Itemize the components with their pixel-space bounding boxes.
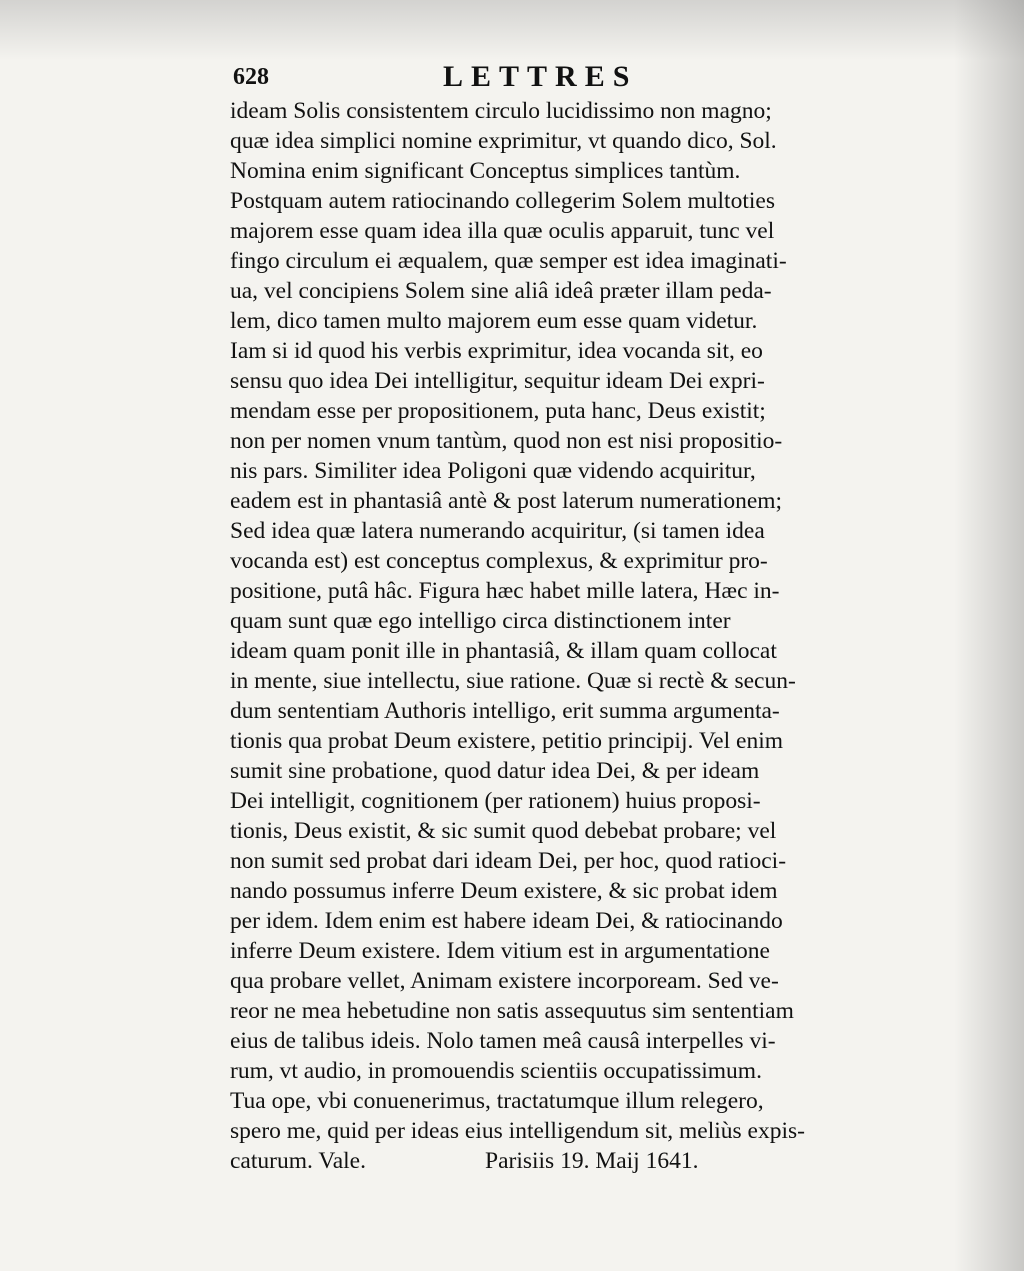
valediction [230, 1146, 366, 1176]
text-line: tionis qua probat Deum existere, petitio principij. Vel enim [230, 728, 784, 754]
text-line: fingo circulum ei æqualem, quæ semper est idea imaginati- [230, 248, 787, 274]
text-line: qua probare vellet, Animam existere incorpoream. Sed ve- [230, 968, 779, 994]
text-line: ideam quam ponit ille in phantasiâ, & illam quam collocat [230, 638, 777, 664]
scan-shadow-right [954, 0, 1024, 1271]
text-line: quæ idea simplici nomine exprimitur, vt quando dico, Sol. [230, 128, 777, 154]
text-line: dum sententiam Authoris intelligo, erit summa argumenta- [230, 698, 780, 724]
last-line-start: caturum. [230, 1148, 313, 1174]
running-head [233, 60, 713, 96]
running-title: LETTRES [443, 60, 638, 93]
text-line: eius de talibus ideis. Nolo tamen meâ causâ interpelles vi- [230, 1028, 776, 1054]
text-line: per idem. Idem enim est habere ideam Dei, & ratiocinando [230, 908, 783, 934]
text-line: non per nomen vnum tantùm, quod non est nisi propositio- [230, 428, 783, 454]
letter-body [220, 96, 920, 1176]
text-line: inferre Deum existere. Idem vitium est in argumentatione [230, 938, 770, 964]
page-number: 628 [233, 64, 269, 90]
scan-shadow-top [0, 0, 1024, 60]
text-line: reor ne mea hebetudine non satis assequutus sim sententiam [230, 998, 794, 1024]
text-line: nis pars. Similiter idea Poligoni quæ videndo acquiritur, [230, 458, 756, 484]
text-line: tionis, Deus existit, & sic sumit quod debebat probare; vel [230, 818, 777, 844]
text-line: mendam esse per propositionem, puta hanc, Deus existit; [230, 398, 766, 424]
dateline: Parisiis 19. Maij 1641. [485, 1148, 699, 1174]
text-line: spero me, quid per ideas eius intelligendum sit, meliùs expis- [230, 1118, 805, 1144]
text-line: sensu quo idea Dei intelligitur, sequitur ideam Dei expri- [230, 368, 765, 394]
text-line: non sumit sed probat dari ideam Dei, per hoc, quod ratioci- [230, 848, 787, 874]
closing-line [220, 1146, 920, 1176]
text-line: Nomina enim significant Conceptus simplices tantùm. [230, 158, 741, 184]
text-line: majorem esse quam idea illa quæ oculis apparuit, tunc vel [230, 218, 775, 244]
text-line: Dei intelligit, cognitionem (per rationem) huius proposi- [230, 788, 761, 814]
text-line: sumit sine probatione, quod datur idea Dei, & per ideam [230, 758, 760, 784]
text-line: rum, vt audio, in promouendis scientiis occupatissimum. [230, 1058, 762, 1084]
text-line: eadem est in phantasiâ antè & post laterum numerationem; [230, 488, 783, 514]
text-line: Sed idea quæ latera numerando acquiritur, (si tamen idea [230, 518, 765, 544]
text-line: lem, dico tamen multo majorem eum esse quam videtur. [230, 308, 758, 334]
text-line: in mente, siue intellectu, siue ratione. Quæ si rectè & secun- [230, 668, 796, 694]
text-line: nando possumus inferre Deum existere, & sic probat idem [230, 878, 778, 904]
text-line: Postquam autem ratiocinando collegerim Solem multoties [230, 188, 775, 214]
vale: Vale. [318, 1148, 366, 1174]
text-line: positione, putâ hâc. Figura hæc habet mille latera, Hæc in- [230, 578, 780, 604]
text-line: Tua ope, vbi conuenerimus, tractatumque illum relegero, [230, 1088, 764, 1114]
text-line: vocanda est) est conceptus complexus, & exprimitur pro- [230, 548, 768, 574]
text-line: Iam si id quod his verbis exprimitur, idea vocanda sit, eo [230, 338, 763, 364]
text-line: quam sunt quæ ego intelligo circa distinctionem inter [230, 608, 731, 634]
text-line: ua, vel concipiens Solem sine aliâ ideâ præter illam peda- [230, 278, 772, 304]
text-line: ideam Solis consistentem circulo lucidissimo non magno; [230, 98, 772, 124]
